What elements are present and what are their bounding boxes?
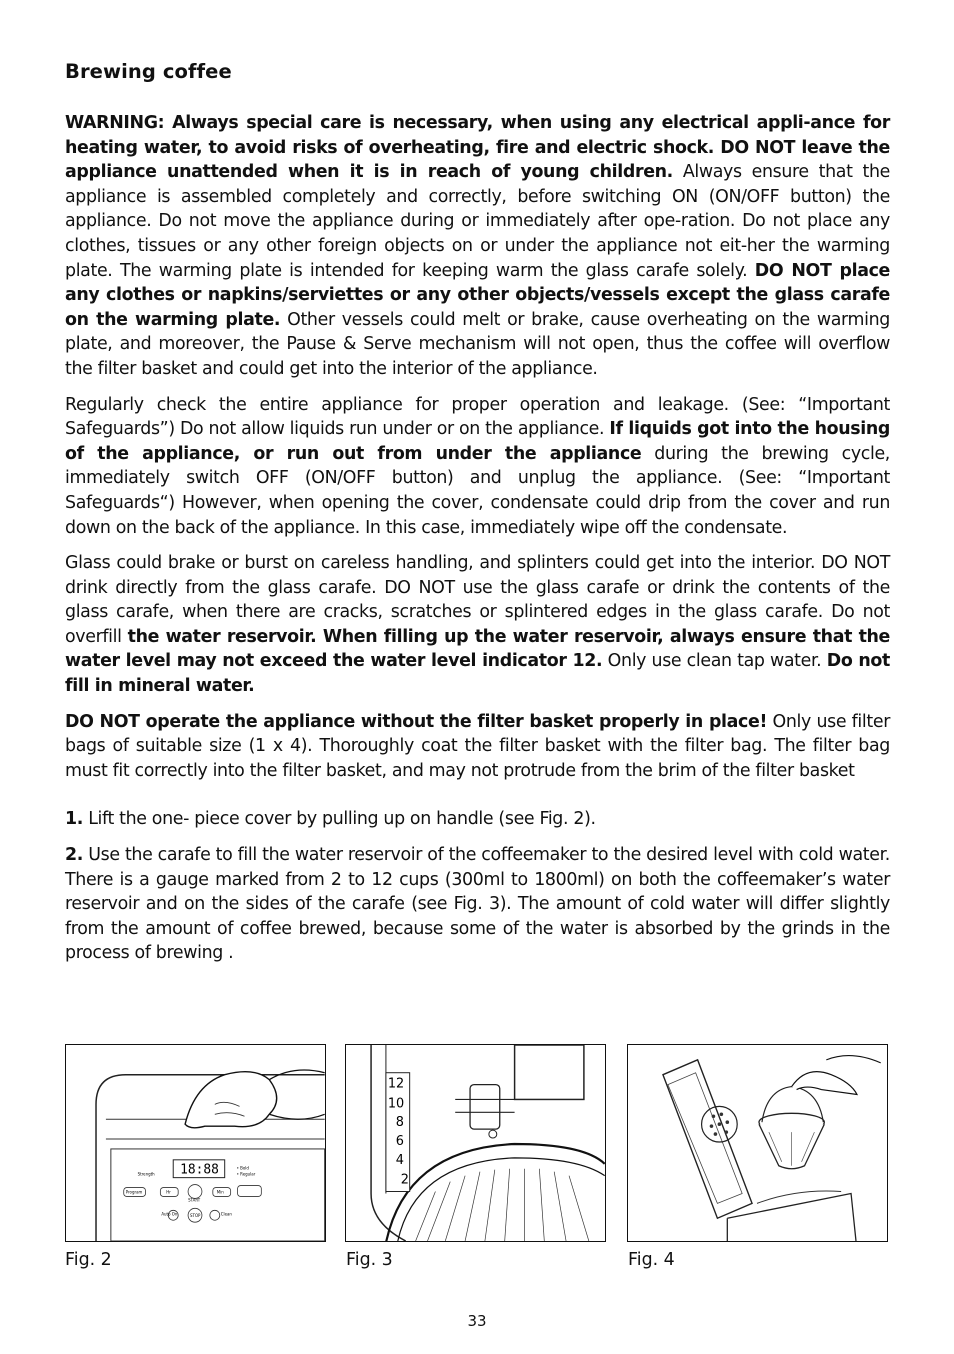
strength-label: Strength: [137, 1171, 155, 1177]
fig-2-image: [65, 1044, 326, 1242]
gauge-8: 8: [395, 1115, 405, 1131]
auto-label: Auto On: [161, 1211, 178, 1217]
page-number: 33: [467, 1312, 487, 1330]
hr-label: Hr: [166, 1189, 171, 1195]
leakage-bold: If liquids got into the housing of the appliance, or run out from under the appliance: [65, 419, 890, 464]
step-2: 2. Use the carafe to fill the water reservoir of the coffeemaker to the desired level with cold water. There is a gauge marked from 2 to 12 cups (300ml to 1800ml) on both the coffeemaker’s water reservoir and on the sides of the carafe (see Fig. 3). The amount of cold water will differ slightly from the amount of coffee brewed, because some of the water is absorbed by the grinds in the process of brewing .: [65, 845, 890, 964]
fig-3-caption: Fig. 3: [346, 1250, 393, 1270]
mineral-bold: Do not fill in mineral water.: [65, 651, 890, 697]
page-content: [65, 60, 890, 966]
gauge-4: 4: [395, 1152, 405, 1168]
fig-4-image: [627, 1044, 888, 1242]
reservoir-bold: the water reservoir. When filling up the water reservoir, always ensure that the water level may not exceed the water level indicator 12.: [65, 626, 891, 672]
stop-label: STOP: [190, 1213, 201, 1219]
filter-basket-illustration: [628, 1045, 887, 1241]
clean-label: Clean: [220, 1211, 232, 1217]
filter-paragraph: DO NOT operate the appliance without the filter basket properly in place! Only use filter bags of suitable size (1 x 4). Thoroughly coat the filter basket with the filter bag. The filter bag must fit correctly into the filter basket, and may not protrude from the brim of the filter basket: [65, 711, 891, 781]
hand-icon: [185, 1072, 277, 1128]
regular-label: • Regular: [236, 1171, 256, 1177]
glass-paragraph: Glass could brake or burst on careless handling, and splinters could get into the interior. DO NOT drink directly from the glass carafe. DO NOT use the glass carafe or drink the contents of the glass carafe, when there are cracks, scratches or splintered edges in the glass carafe. Do not overfill the water reservoir. When filling up the water reservoir, always ensure that the water level may not exceed the water level indicator 12. Only use clean tap water. Do not fill in mineral water.: [65, 553, 891, 697]
step-1: 1. Lift the one- piece cover by pulling up on handle (see Fig. 2).: [65, 809, 596, 830]
gauge-6: 6: [395, 1133, 405, 1149]
figures-row: [65, 1044, 890, 1244]
gauge-12: 12: [387, 1076, 405, 1092]
section-title: Brewing coffee: [65, 60, 232, 83]
min-label: Min: [216, 1189, 224, 1195]
fig-4-caption: Fig. 4: [628, 1250, 675, 1270]
gauge-2: 2: [400, 1172, 409, 1188]
fig-2-caption: Fig. 2: [65, 1250, 112, 1270]
filter-bold: DO NOT operate the appliance without the filter basket properly in place!: [65, 711, 768, 732]
warning-paragraph: WARNING: Always special care is necessary, when using any electrical appli-ance for heating water, to avoid risks of overheating, fire and electric shock. DO NOT leave the appliance unattended when it is in reach of young children. Always ensure that the appliance is assembled completely and correctly, before switching ON (ON/OFF button) the appliance. Do not move the appliance during or immediately after ope-ration. Do not place any clothes, tissues or any other foreign objects on or under the appliance not eit-her the warming plate. The warming plate is intended for keeping warm the glass carafe solely. DO NOT place any clothes or napkins/serviettes or any other objects/vessels except the glass carafe on the warming plate. Other vessels could melt or brake, cause overheating on the warming plate, and moreover, the Pause & Serve mechanism will not open, thus the coffee will overflow the filter basket and could get into the interior of the appliance.: [65, 113, 891, 379]
coffeemaker-panel-illustration: [66, 1045, 325, 1241]
gauge-10: 10: [387, 1096, 405, 1112]
leakage-paragraph: Regularly check the entire appliance for proper operation and leakage. (See: “Important Safeguards”) Do not allow liquids run under or on the appliance. If liquids got into the housing of the appliance, or run out from under the appliance during the brewing cycle, immediately switch OFF (ON/OFF button) and unplug the appliance. (See: “Important Safeguards“) However, when opening the cover, condensate could drip from the cover and run down on the back of the appliance. In this case, immediately wipe off the condensate.: [65, 394, 890, 538]
water-gauge-illustration: [346, 1045, 605, 1241]
hand-icon-2: [792, 1072, 857, 1095]
bold-label: • Bold: [236, 1165, 249, 1171]
step-2-number: 2.: [65, 845, 84, 866]
warning-bold: WARNING: Always special care is necessary, when using any electrical appli-ance for heating water, to avoid risks of overheating, fire and electric shock. DO NOT leave the appliance unattended when it is in reach of young children.: [65, 113, 890, 183]
program-label: Program: [125, 1189, 143, 1195]
start-label: START: [188, 1197, 201, 1203]
display-readout: 18:88: [180, 1162, 219, 1178]
step-1-number: 1.: [65, 809, 84, 830]
warning-bold-2: DO NOT place any clothes or napkins/serviettes or any other objects/vessels except the glass carafe on the warming plate.: [65, 260, 891, 330]
fig-3-image: [345, 1044, 606, 1242]
water-level-gauge: [386, 1073, 410, 1192]
